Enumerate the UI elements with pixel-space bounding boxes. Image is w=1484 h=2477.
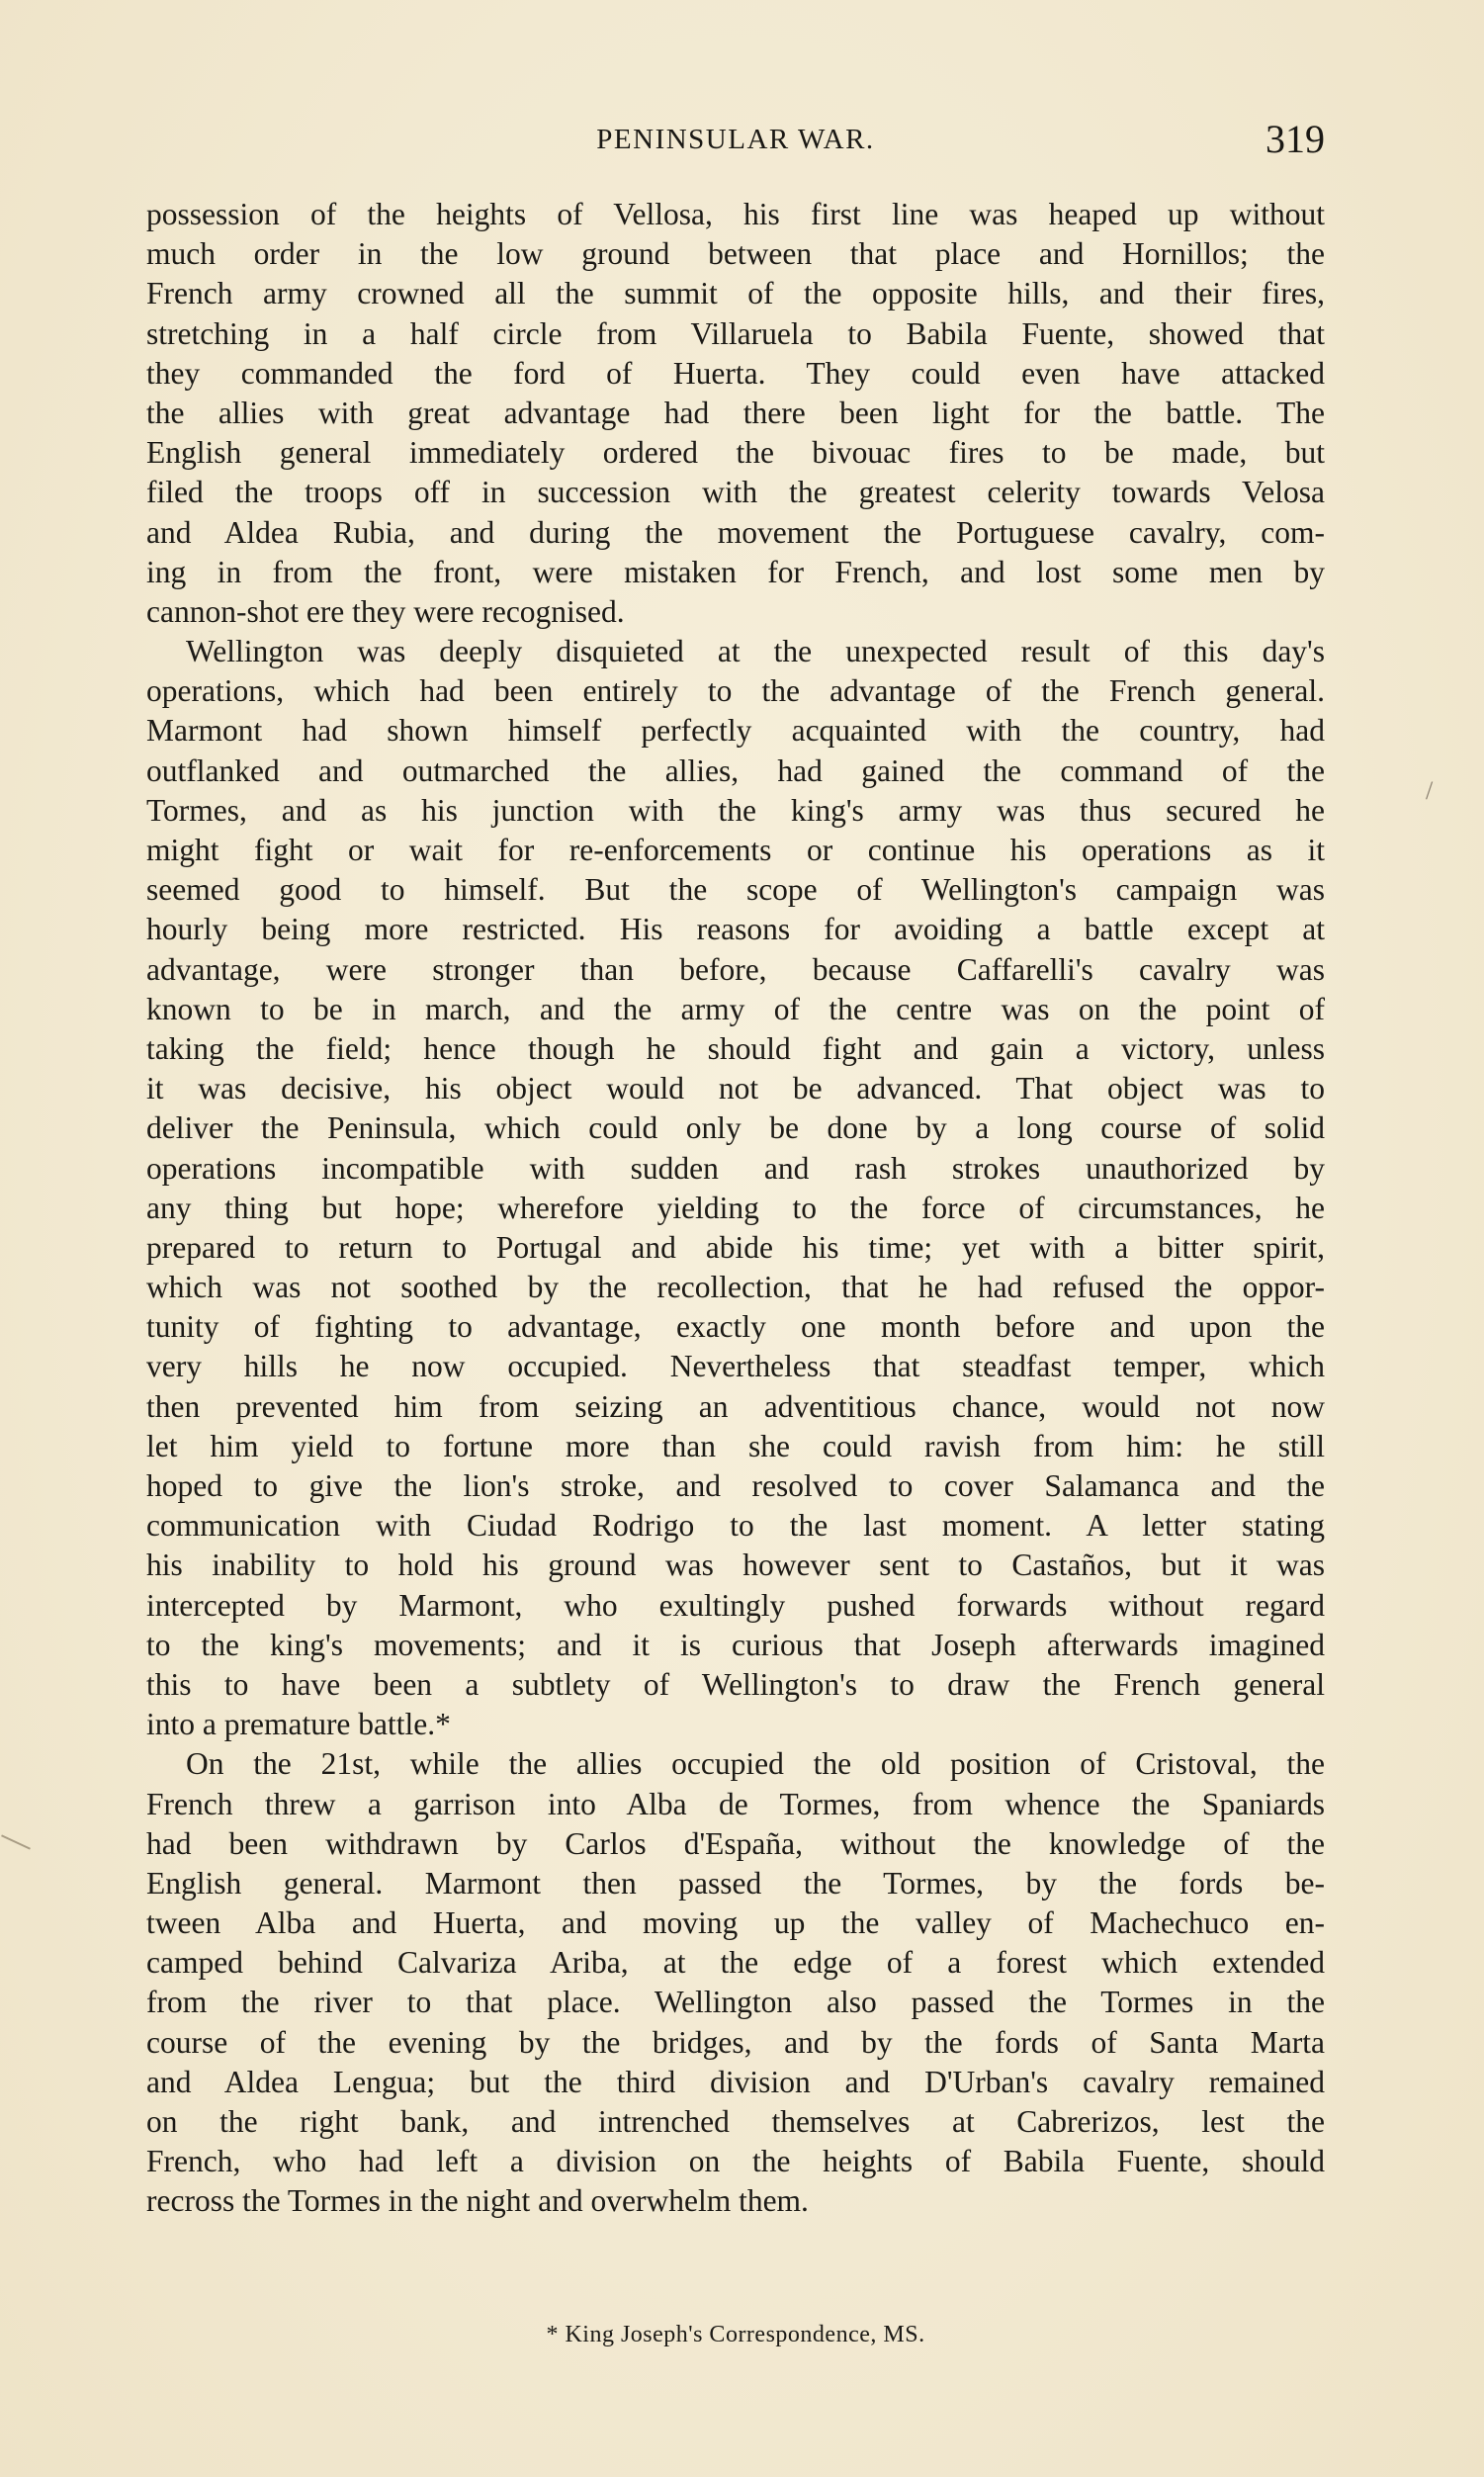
- footnote: * King Joseph's Correspondence, MS.: [546, 2322, 925, 2347]
- text-line: his inability to hold his ground was however sent to Castaños, but it was: [146, 1548, 1325, 1583]
- text-line: hoped to give the lion's stroke, and resolved to cover Salamanca and the: [146, 1468, 1325, 1503]
- text-line: the allies with great advantage had there been light for the battle. The: [146, 395, 1325, 430]
- text-line: intercepted by Marmont, who exultingly pushed forwards without regard: [146, 1587, 1325, 1623]
- text-line: advantage, were stronger than before, because Caffarelli's cavalry was: [146, 951, 1325, 987]
- page-header: [146, 114, 1325, 163]
- body-text: [146, 195, 1325, 2222]
- running-head: PENINSULAR WAR.: [596, 124, 875, 155]
- text-line: operations, which had been entirely to the advantage of the French general.: [146, 673, 1325, 709]
- text-line: taking the field; hence though he should fight and gain a victory, unless: [146, 1030, 1325, 1066]
- text-line: had been withdrawn by Carlos d'España, without the knowledge of the: [146, 1825, 1325, 1861]
- text-line: deliver the Peninsula, which could only be done by a long course of solid: [146, 1110, 1325, 1146]
- text-line: known to be in march, and the army of the centre was on the point of: [146, 991, 1325, 1026]
- text-line: into a premature battle.*: [146, 1707, 451, 1742]
- text-line: any thing but hope; wherefore yielding to the force of circumstances, he: [146, 1190, 1325, 1225]
- text-line: on the right bank, and intrenched themselves at Cabrerizos, lest the: [146, 2104, 1325, 2139]
- text-line: and Aldea Lengua; but the third division and D'Urban's cavalry remained: [146, 2064, 1325, 2099]
- text-line: communication with Ciudad Rodrigo to the last moment. A letter stating: [146, 1508, 1325, 1544]
- text-line: Wellington was deeply disquieted at the unexpected result of this day's: [186, 634, 1325, 669]
- text-line: cannon-shot ere they were recognised.: [146, 593, 625, 629]
- text-line: outflanked and outmarched the allies, had gained the command of the: [146, 752, 1325, 788]
- text-line: On the 21st, while the allies occupied the old position of Cristoval, the: [186, 1746, 1325, 1782]
- text-line: it was decisive, his object would not be advanced. That object was to: [146, 1071, 1325, 1106]
- text-line: French army crowned all the summit of the opposite hills, and their fires,: [146, 276, 1325, 311]
- text-line: French threw a garrison into Alba de Tormes, from whence the Spaniards: [146, 1786, 1325, 1821]
- text-line: then prevented him from seizing an adventitious chance, would not now: [146, 1388, 1325, 1424]
- text-line: operations incompatible with sudden and rash strokes unauthorized by: [146, 1150, 1325, 1186]
- text-line: might fight or wait for re-enforcements or continue his operations as it: [146, 833, 1325, 867]
- text-line: tunity of fighting to advantage, exactly one month before and upon the: [146, 1309, 1325, 1345]
- text-line: English general. Marmont then passed the Tormes, by the fords be-: [146, 1865, 1325, 1901]
- text-line: Marmont had shown himself perfectly acquainted with the country, had: [146, 713, 1325, 749]
- text-line: camped behind Calvariza Ariba, at the edge of a forest which extended: [146, 1945, 1325, 1981]
- page-number: 319: [1266, 117, 1325, 161]
- text-line: from the river to that place. Wellington also passed the Tormes in the: [146, 1985, 1325, 2020]
- text-line: prepared to return to Portugal and abide his time; yet with a bitter spirit,: [146, 1229, 1325, 1265]
- text-line: tween Alba and Huerta, and moving up the valley of Machechuco en-: [146, 1905, 1325, 1941]
- text-line: very hills he now occupied. Nevertheless that steadfast temper, which: [146, 1349, 1325, 1384]
- text-line: seemed good to himself. But the scope of Wellington's campaign was: [146, 872, 1325, 908]
- text-line: let him yield to fortune more than she could ravish from him: he still: [146, 1428, 1325, 1463]
- text-line: to the king's movements; and it is curious that Joseph afterwards imagined: [146, 1627, 1325, 1662]
- text-line: English general immediately ordered the bivouac fires to be made, but: [146, 435, 1325, 471]
- text-line: this to have been a subtlety of Wellington's to draw the French general: [146, 1666, 1325, 1702]
- text-line: hourly being more restricted. His reasons for avoiding a battle except at: [146, 912, 1325, 947]
- text-line: recross the Tormes in the night and overwhelm them.: [146, 2183, 809, 2219]
- margin-mark: /: [1426, 776, 1434, 805]
- text-line: course of the evening by the bridges, and by the fords of Santa Marta: [146, 2024, 1325, 2060]
- text-line: and Aldea Rubia, and during the movement the Portuguese cavalry, com-: [146, 514, 1325, 550]
- text-line: Tormes, and as his junction with the king's army was thus secured he: [146, 792, 1325, 828]
- text-line: possession of the heights of Vellosa, his first line was heaped up without: [146, 197, 1325, 231]
- text-line: stretching in a half circle from Villaruela to Babila Fuente, showed that: [146, 315, 1325, 351]
- text-line: filed the troops off in succession with the greatest celerity towards Velosa: [146, 475, 1325, 510]
- text-line: which was not soothed by the recollection, that he had refused the oppor-: [146, 1270, 1325, 1305]
- text-line: French, who had left a division on the heights of Babila Fuente, should: [146, 2144, 1325, 2179]
- text-line: they commanded the ford of Huerta. They could even have attacked: [146, 355, 1325, 391]
- text-line: ing in from the front, were mistaken for French, and lost some men by: [146, 554, 1325, 589]
- margin-mark: [1, 1834, 31, 1849]
- text-line: much order in the low ground between that place and Hornillos; the: [146, 236, 1325, 272]
